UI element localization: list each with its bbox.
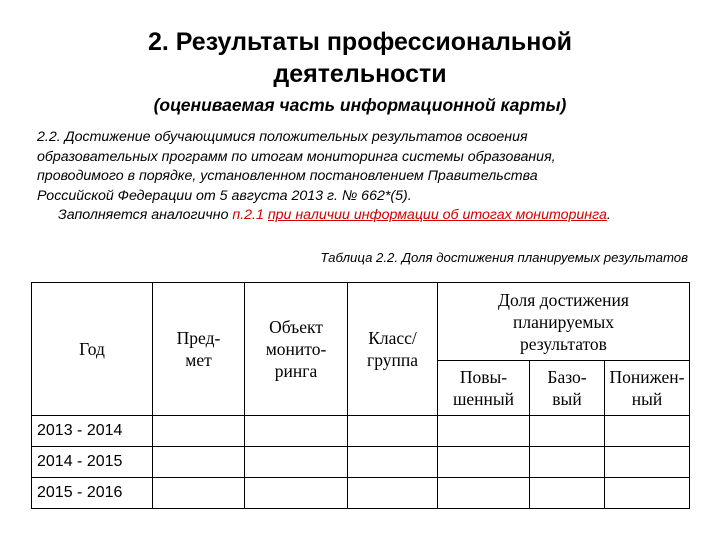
header-subject-line-2: мет xyxy=(185,350,212,370)
header-low-line-1: Понижен- xyxy=(609,367,685,387)
header-level-base xyxy=(530,361,605,416)
monitoring-object-cell[interactable] xyxy=(245,416,348,447)
header-subject-line-1: Пред- xyxy=(176,328,221,348)
description-line-3: проводимого в порядке, установленном постановлением Правительства xyxy=(37,168,538,184)
level-base-cell[interactable] xyxy=(530,478,605,509)
header-class-line-1: Класс/ xyxy=(368,328,417,348)
table-row xyxy=(32,478,690,509)
section-reference-link[interactable]: п.2.1 xyxy=(232,207,264,223)
fill-instruction-text: Заполняется аналогично xyxy=(58,207,233,223)
header-level-high xyxy=(438,361,530,416)
header-monitoring-line-1: Объект xyxy=(269,317,323,337)
header-share-line-3: результатов xyxy=(520,333,607,354)
description-block xyxy=(37,128,697,226)
level-high-cell[interactable] xyxy=(438,416,530,447)
results-table xyxy=(31,282,690,509)
level-high-cell[interactable] xyxy=(438,478,530,509)
monitoring-object-cell[interactable] xyxy=(245,447,348,478)
header-achievement-share xyxy=(438,283,690,361)
year-cell: 2013 - 2014 xyxy=(32,416,153,447)
fill-instruction xyxy=(37,206,697,226)
level-high-cell[interactable] xyxy=(438,447,530,478)
class-group-cell[interactable] xyxy=(348,478,438,509)
subject-cell[interactable] xyxy=(153,447,245,478)
level-low-cell[interactable] xyxy=(605,416,690,447)
page-subtitle: (оцениваемая часть информационной карты) xyxy=(153,95,567,115)
subject-cell[interactable] xyxy=(153,416,245,447)
level-low-cell[interactable] xyxy=(605,447,690,478)
header-year-label: Год xyxy=(79,339,105,359)
header-low-line-2: ный xyxy=(631,389,663,409)
header-share-line-2: планируемых xyxy=(513,311,614,332)
header-row-1 xyxy=(32,283,690,361)
fill-instruction-end: . xyxy=(606,207,611,223)
header-monitoring-line-3: ринга xyxy=(274,361,318,381)
header-class-group xyxy=(348,283,438,416)
table-caption: Таблица 2.2. Доля достижения планируемых результатов xyxy=(320,250,688,265)
monitoring-object-cell[interactable] xyxy=(245,478,348,509)
header-high-line-2: шенный xyxy=(452,389,515,409)
header-high-line-1: Повы- xyxy=(459,367,508,387)
header-base-line-2: вый xyxy=(552,389,582,409)
table-row xyxy=(32,447,690,478)
class-group-cell[interactable] xyxy=(348,447,438,478)
year-cell: 2015 - 2016 xyxy=(32,478,153,509)
level-base-cell[interactable] xyxy=(530,416,605,447)
header-monitoring-line-2: монито- xyxy=(265,339,327,359)
level-low-cell[interactable] xyxy=(605,478,690,509)
header-share-line-1: Доля достижения xyxy=(498,289,629,310)
page-title-line-2: деятельности xyxy=(273,60,447,88)
page-title xyxy=(0,26,720,90)
table-row xyxy=(32,416,690,447)
subject-cell[interactable] xyxy=(153,478,245,509)
year-cell: 2014 - 2015 xyxy=(32,447,153,478)
header-year xyxy=(32,283,153,416)
header-class-line-2: группа xyxy=(367,350,418,370)
header-level-low xyxy=(605,361,690,416)
header-base-line-1: Базо- xyxy=(547,367,587,387)
description-line-1: 2.2. Достижение обучающимися положительных результатов освоения xyxy=(37,129,528,145)
header-monitoring-object xyxy=(245,283,348,416)
description-line-2: образовательных программ по итогам мониторинга системы образования, xyxy=(37,148,556,165)
class-group-cell[interactable] xyxy=(348,416,438,447)
header-subject xyxy=(153,283,245,416)
page-title-line-1: 2. Результаты профессиональной xyxy=(147,28,573,56)
level-base-cell[interactable] xyxy=(530,447,605,478)
description-line-4: Российской Федерации от 5 августа 2013 г. № 662*(5). xyxy=(37,187,412,204)
monitoring-info-link[interactable]: при наличии информации об итогах мониторинга xyxy=(267,207,607,223)
